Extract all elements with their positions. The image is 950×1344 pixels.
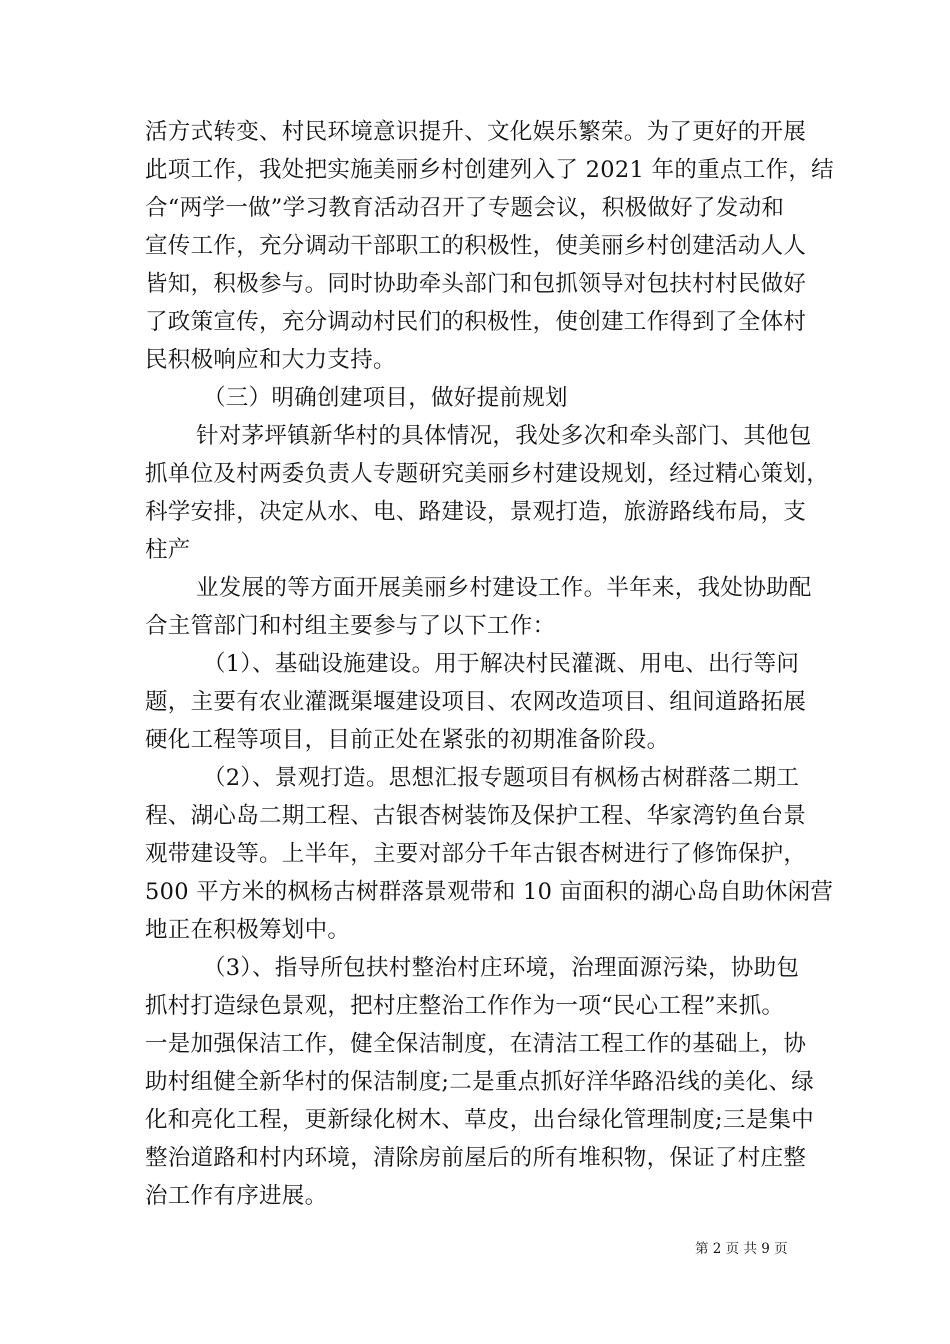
- paragraph-line: 整治道路和村内环境，清除房前屋后的所有堆积物，保证了村庄整: [145, 1145, 807, 1171]
- paragraph-line: 治工作有序进展。: [145, 1183, 328, 1209]
- paragraph-line: 此项工作，我处把实施美丽乡村创建列入了 2021 年的重点工作，结: [145, 157, 834, 183]
- paragraph-line: 合主管部门和村组主要参与了以下工作：: [145, 613, 556, 639]
- section-heading: （三）明确创建项目，做好提前规划: [203, 385, 568, 411]
- paragraph-line: 500 平方米的枫杨古树群落景观带和 10 亩面积的湖心岛自助休闲营: [145, 879, 834, 905]
- paragraph-line: 皆知，积极参与。同时协助牵头部门和包抓领导对包扶村村民做好: [145, 271, 807, 297]
- paragraph-line: 观带建设等。上半年，主要对部分千年古银杏树进行了修饰保护，: [145, 841, 807, 867]
- page-number-footer: 第 2 页 共 9 页: [695, 1241, 788, 1257]
- paragraph-line: 硬化工程等项目，目前正处在紧张的初期准备阶段。: [145, 727, 670, 753]
- paragraph-line: 宣传工作，充分调动干部职工的积极性，使美丽乡村创建活动人人: [145, 233, 807, 259]
- paragraph-line: 科学安排，决定从水、电、路建设，景观打造，旅游路线布局，支: [145, 499, 807, 525]
- paragraph-line: 合“两学一做”学习教育活动召开了专题会议，积极做好了发动和: [145, 195, 785, 221]
- paragraph-line: 一是加强保洁工作，健全保洁制度，在清洁工程工作的基础上，协: [145, 1031, 807, 1057]
- paragraph-line: 业发展的等方面开展美丽乡村建设工作。半年来，我处协助配: [196, 575, 812, 601]
- paragraph-line: 助村组健全新华村的保洁制度;二是重点抓好洋华路沿线的美化、绿: [145, 1069, 815, 1095]
- paragraph-line: 化和亮化工程，更新绿化树木、草皮，出台绿化管理制度;三是集中: [145, 1107, 815, 1133]
- paragraph-line: （2）、景观打造。思想汇报专题项目有枫杨古树群落二期工: [203, 765, 800, 791]
- paragraph-line: （1）、基础设施建设。用于解决村民灌溉、用电、出行等问: [203, 651, 800, 677]
- paragraph-line: 民积极响应和大力支持。: [145, 347, 396, 373]
- paragraph-line: 柱产: [145, 537, 191, 563]
- paragraph-line: 抓村打造绿色景观，把村庄整治工作作为一项“民心工程”来抓。: [145, 993, 785, 1019]
- paragraph-line: 程、湖心岛二期工程、古银杏树装饰及保护工程、华家湾钓鱼台景: [145, 803, 807, 829]
- paragraph-line: 活方式转变、村民环境意识提升、文化娱乐繁荣。为了更好的开展: [145, 119, 807, 145]
- paragraph-line: 地正在积极筹划中。: [145, 917, 351, 943]
- paragraph-line: （3）、指导所包扶村整治村庄环境，治理面源污染，协助包: [203, 955, 800, 981]
- paragraph-line: 抓单位及村两委负责人专题研究美丽乡村建设规划，经过精心策划，: [145, 461, 830, 487]
- paragraph-line: 了政策宣传，充分调动村民们的积极性，使创建工作得到了全体村: [145, 309, 807, 335]
- paragraph-line: 针对茅坪镇新华村的具体情况，我处多次和牵头部门、其他包: [196, 423, 812, 449]
- paragraph-line: 题，主要有农业灌溉渠堰建设项目、农网改造项目、组间道路拓展: [145, 689, 807, 715]
